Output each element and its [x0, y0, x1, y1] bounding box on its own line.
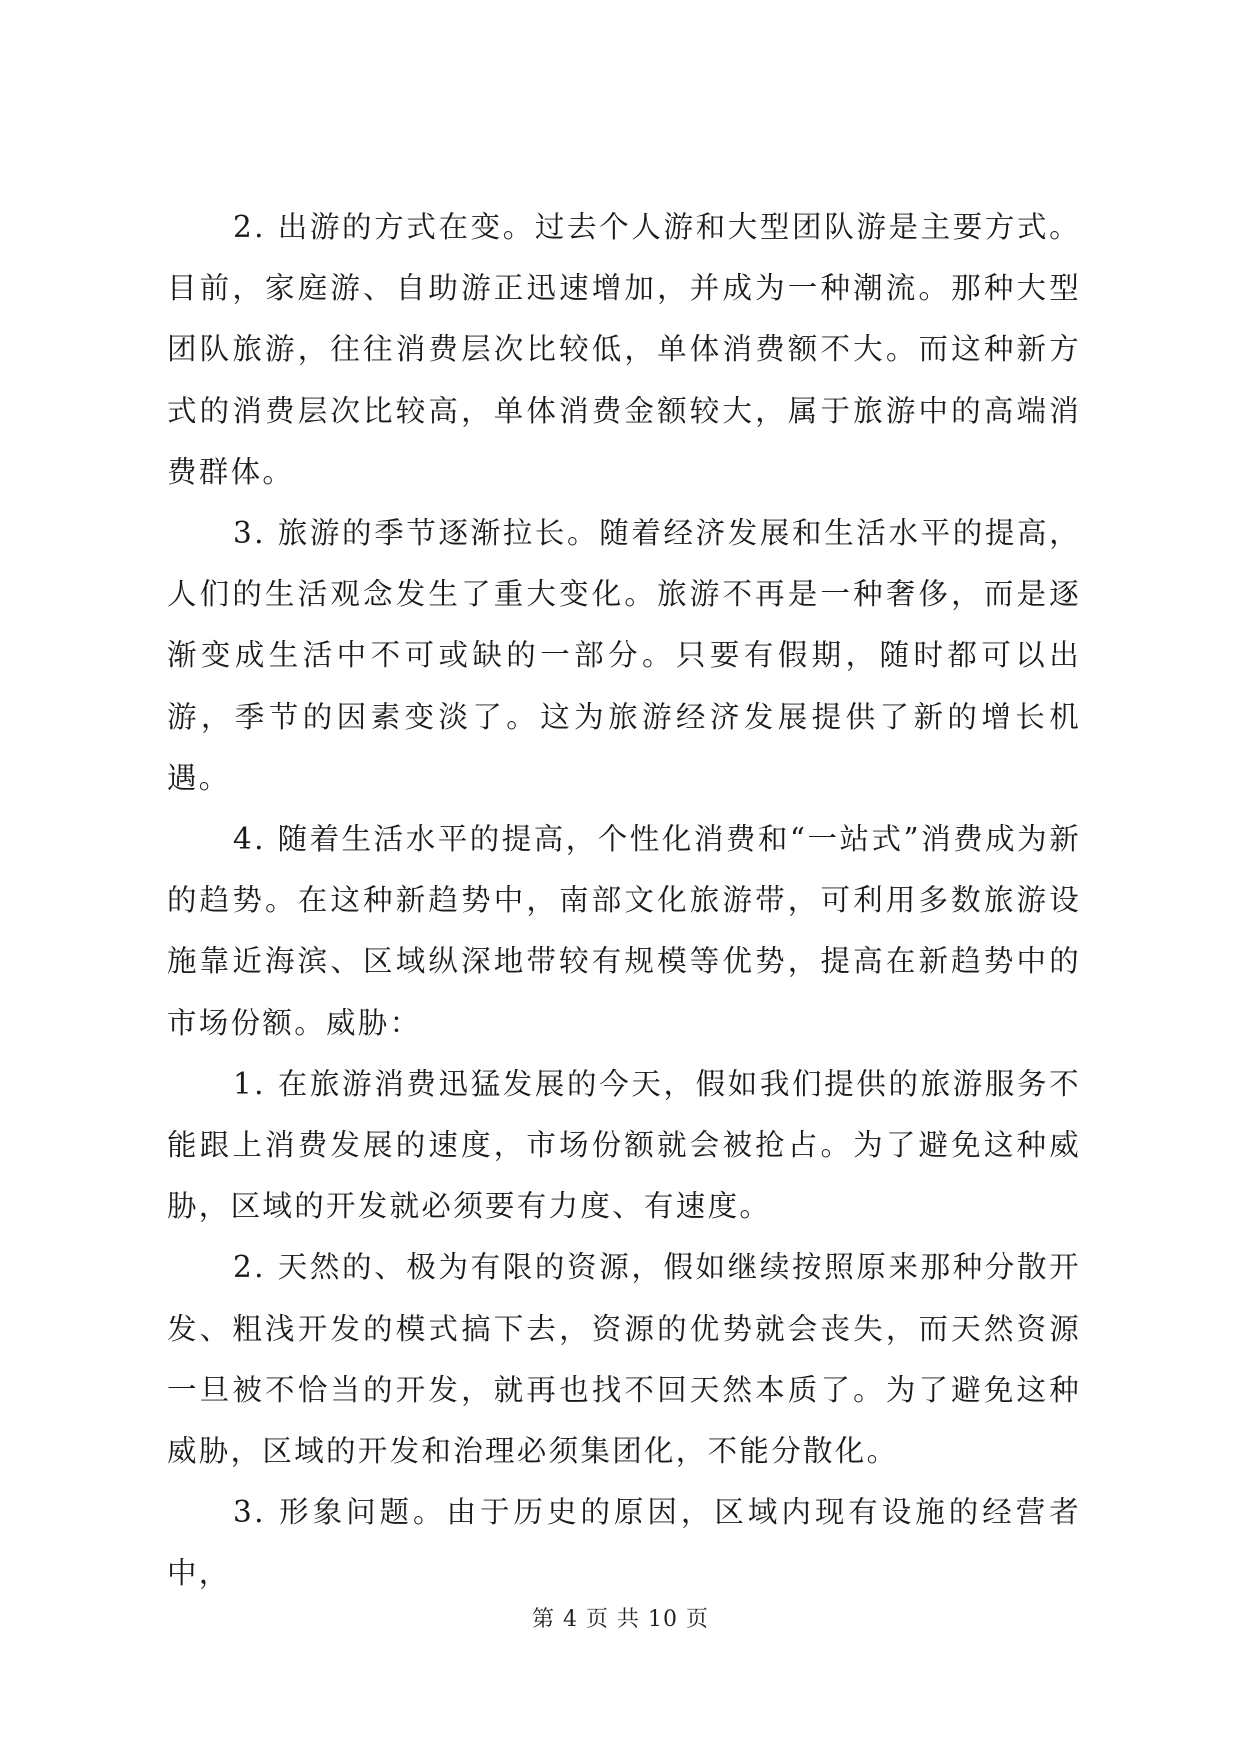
paragraph-threat-2: 2. 天然的、极为有限的资源，假如继续按照原来那种分散开发、粗浅开发的模式搞下去，资源的优势就会丧失，而天然资源一旦被不恰当的开发，就再也找不回天然本质了。为了避免这种威胁，区域的开发和治理必须集团化，不能分散化。	[167, 1250, 1081, 1469]
document-body	[167, 197, 1081, 1605]
paragraph-threat-1: 1. 在旅游消费迅猛发展的今天，假如我们提供的旅游服务不能跟上消费发展的速度，市场份额就会被抢占。为了避免这种威胁，区域的开发就必须要有力度、有速度。	[167, 1066, 1081, 1224]
paragraph-item-2-travel-mode: 2. 出游的方式在变。过去个人游和大型团队游是主要方式。目前，家庭游、自助游正迅速增加，并成为一种潮流。那种大型团队旅游，往往消费层次比较低，单体消费额不大。而这种新方式的消费层次比较高，单体消费金额较大，属于旅游中的高端消费群体。	[167, 210, 1081, 489]
paragraph-item-4-personalized-consumption: 4. 随着生活水平的提高，个性化消费和“一站式”消费成为新的趋势。在这种新趋势中，南部文化旅游带，可利用多数旅游设施靠近海滨、区域纵深地带较有规模等优势，提高在新趋势中的市场份额。威胁：	[167, 822, 1081, 1040]
paragraph-item-3-travel-season: 3. 旅游的季节逐渐拉长。随着经济发展和生活水平的提高，人们的生活观念发生了重大变化。旅游不再是一种奢侈，而是逐渐变成生活中不可或缺的一部分。只要有假期，随时都可以出游，季节的因素变淡了。这为旅游经济发展提供了新的增长机遇。	[167, 516, 1081, 795]
page-number-footer: 第 4 页 共 10 页	[532, 1607, 709, 1632]
paragraph-threat-3: 3. 形象问题。由于历史的原因，区域内现有设施的经营者中，	[167, 1495, 1081, 1591]
